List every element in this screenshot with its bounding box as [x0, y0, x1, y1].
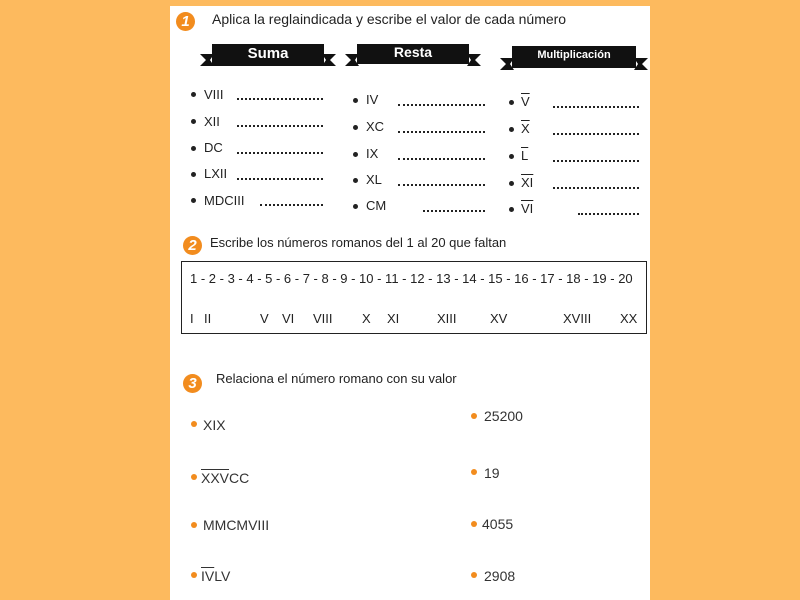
answer-blank[interactable] — [553, 132, 639, 135]
answer-blank[interactable] — [398, 183, 485, 186]
answer-blank[interactable] — [260, 203, 323, 206]
banner-suma-label: Suma — [247, 45, 289, 62]
bullet — [509, 154, 514, 159]
roman-numeral: XX — [620, 311, 638, 326]
suma-item: LXII — [204, 166, 228, 181]
resta-item: IX — [366, 146, 379, 161]
roman-numeral: VI — [282, 311, 295, 326]
suma-item: VIII — [204, 87, 224, 102]
match-value[interactable]: 4055 — [482, 516, 514, 532]
banner-resta-label: Resta — [393, 44, 433, 60]
orange-bullet — [471, 521, 477, 527]
orange-bullet — [471, 469, 477, 475]
bullet — [509, 127, 514, 132]
answer-blank[interactable] — [398, 130, 485, 133]
match-value[interactable]: 19 — [484, 465, 500, 481]
section-1-number: 1 — [176, 12, 195, 31]
section-3-instruction: Relaciona el número romano con su valor — [216, 371, 457, 386]
orange-bullet — [191, 474, 197, 480]
suma-item: MDCIII — [204, 193, 245, 208]
bullet — [353, 178, 358, 183]
bullet — [353, 98, 358, 103]
orange-bullet — [191, 522, 197, 528]
match-roman[interactable]: $\overline{IV}LV$ — [201, 568, 231, 584]
roman-numeral: XIII — [437, 311, 457, 326]
answer-blank[interactable] — [398, 157, 485, 160]
orange-bullet — [471, 413, 477, 419]
answer-blank[interactable] — [553, 105, 639, 108]
bullet — [191, 146, 196, 151]
multiplicacion-item: $\overline{L}$ — [521, 148, 529, 163]
bullet — [191, 92, 196, 97]
roman-numeral: VIII — [313, 311, 333, 326]
multiplicacion-item: $\overline{XI}$ — [521, 175, 534, 190]
answer-blank[interactable] — [578, 212, 639, 215]
section-2-instruction: Escribe los números romanos del 1 al 20 que faltan — [210, 235, 507, 250]
answer-blank[interactable] — [237, 151, 323, 154]
bullet — [191, 119, 196, 124]
match-roman[interactable]: MMCMVIII — [203, 517, 270, 533]
worksheet — [170, 6, 650, 600]
resta-item: XC — [366, 119, 385, 134]
answer-blank[interactable] — [553, 159, 639, 162]
section-3-number: 3 — [183, 374, 202, 393]
suma-item: DC — [204, 140, 223, 155]
roman-sequence-box — [181, 261, 647, 334]
multiplicacion-item: $\overline{X}$ — [521, 121, 530, 136]
roman-numeral: XVIII — [563, 311, 592, 326]
bullet — [353, 204, 358, 209]
answer-blank[interactable] — [398, 103, 485, 106]
section-1-instruction: Aplica la reglaindicada y escribe el valor de cada número — [212, 11, 567, 27]
roman-numeral: V — [260, 311, 269, 326]
match-value[interactable]: 25200 — [484, 408, 523, 424]
bullet — [191, 172, 196, 177]
multiplicacion-item: $\overline{VI}$ — [521, 201, 534, 216]
resta-item: XL — [366, 172, 382, 187]
banner-suma — [200, 42, 336, 72]
section-2-number: 2 — [183, 236, 202, 255]
banner-multiplicacion — [500, 44, 648, 74]
roman-numeral: II — [204, 311, 212, 326]
bullet — [191, 198, 196, 203]
banner-resta — [345, 42, 481, 72]
number-sequence: 1 - 2 - 3 - 4 - 5 - 6 - 7 - 8 - 9 - 10 - 11 - 12 - 13 - 14 - 15 - 16 - 17 - 18 - 19 - 20 — [190, 271, 633, 286]
answer-blank[interactable] — [553, 186, 639, 189]
bullet — [509, 181, 514, 186]
orange-bullet — [471, 572, 477, 578]
resta-item: CM — [366, 198, 387, 213]
roman-numeral: I — [190, 311, 194, 326]
bullet — [353, 152, 358, 157]
orange-bullet — [191, 572, 197, 578]
roman-numeral: XV — [490, 311, 508, 326]
bullet — [353, 125, 358, 130]
suma-item: XII — [204, 114, 220, 129]
match-roman[interactable]: $\overline{XXV}CC$ — [201, 470, 250, 486]
answer-blank[interactable] — [237, 97, 323, 100]
orange-bullet — [191, 421, 197, 427]
roman-numeral: XI — [387, 311, 400, 326]
multiplicacion-item: $\overline{V}$ — [521, 94, 530, 109]
answer-blank[interactable] — [237, 124, 323, 127]
resta-item: IV — [366, 92, 379, 107]
match-roman[interactable]: XIX — [203, 417, 226, 433]
bullet — [509, 100, 514, 105]
banner-multiplicacion-label: Multiplicación — [537, 49, 611, 61]
bullet — [509, 207, 514, 212]
match-value[interactable]: 2908 — [484, 568, 516, 584]
answer-blank[interactable] — [237, 177, 323, 180]
roman-numeral: X — [362, 311, 371, 326]
answer-blank[interactable] — [423, 209, 485, 212]
